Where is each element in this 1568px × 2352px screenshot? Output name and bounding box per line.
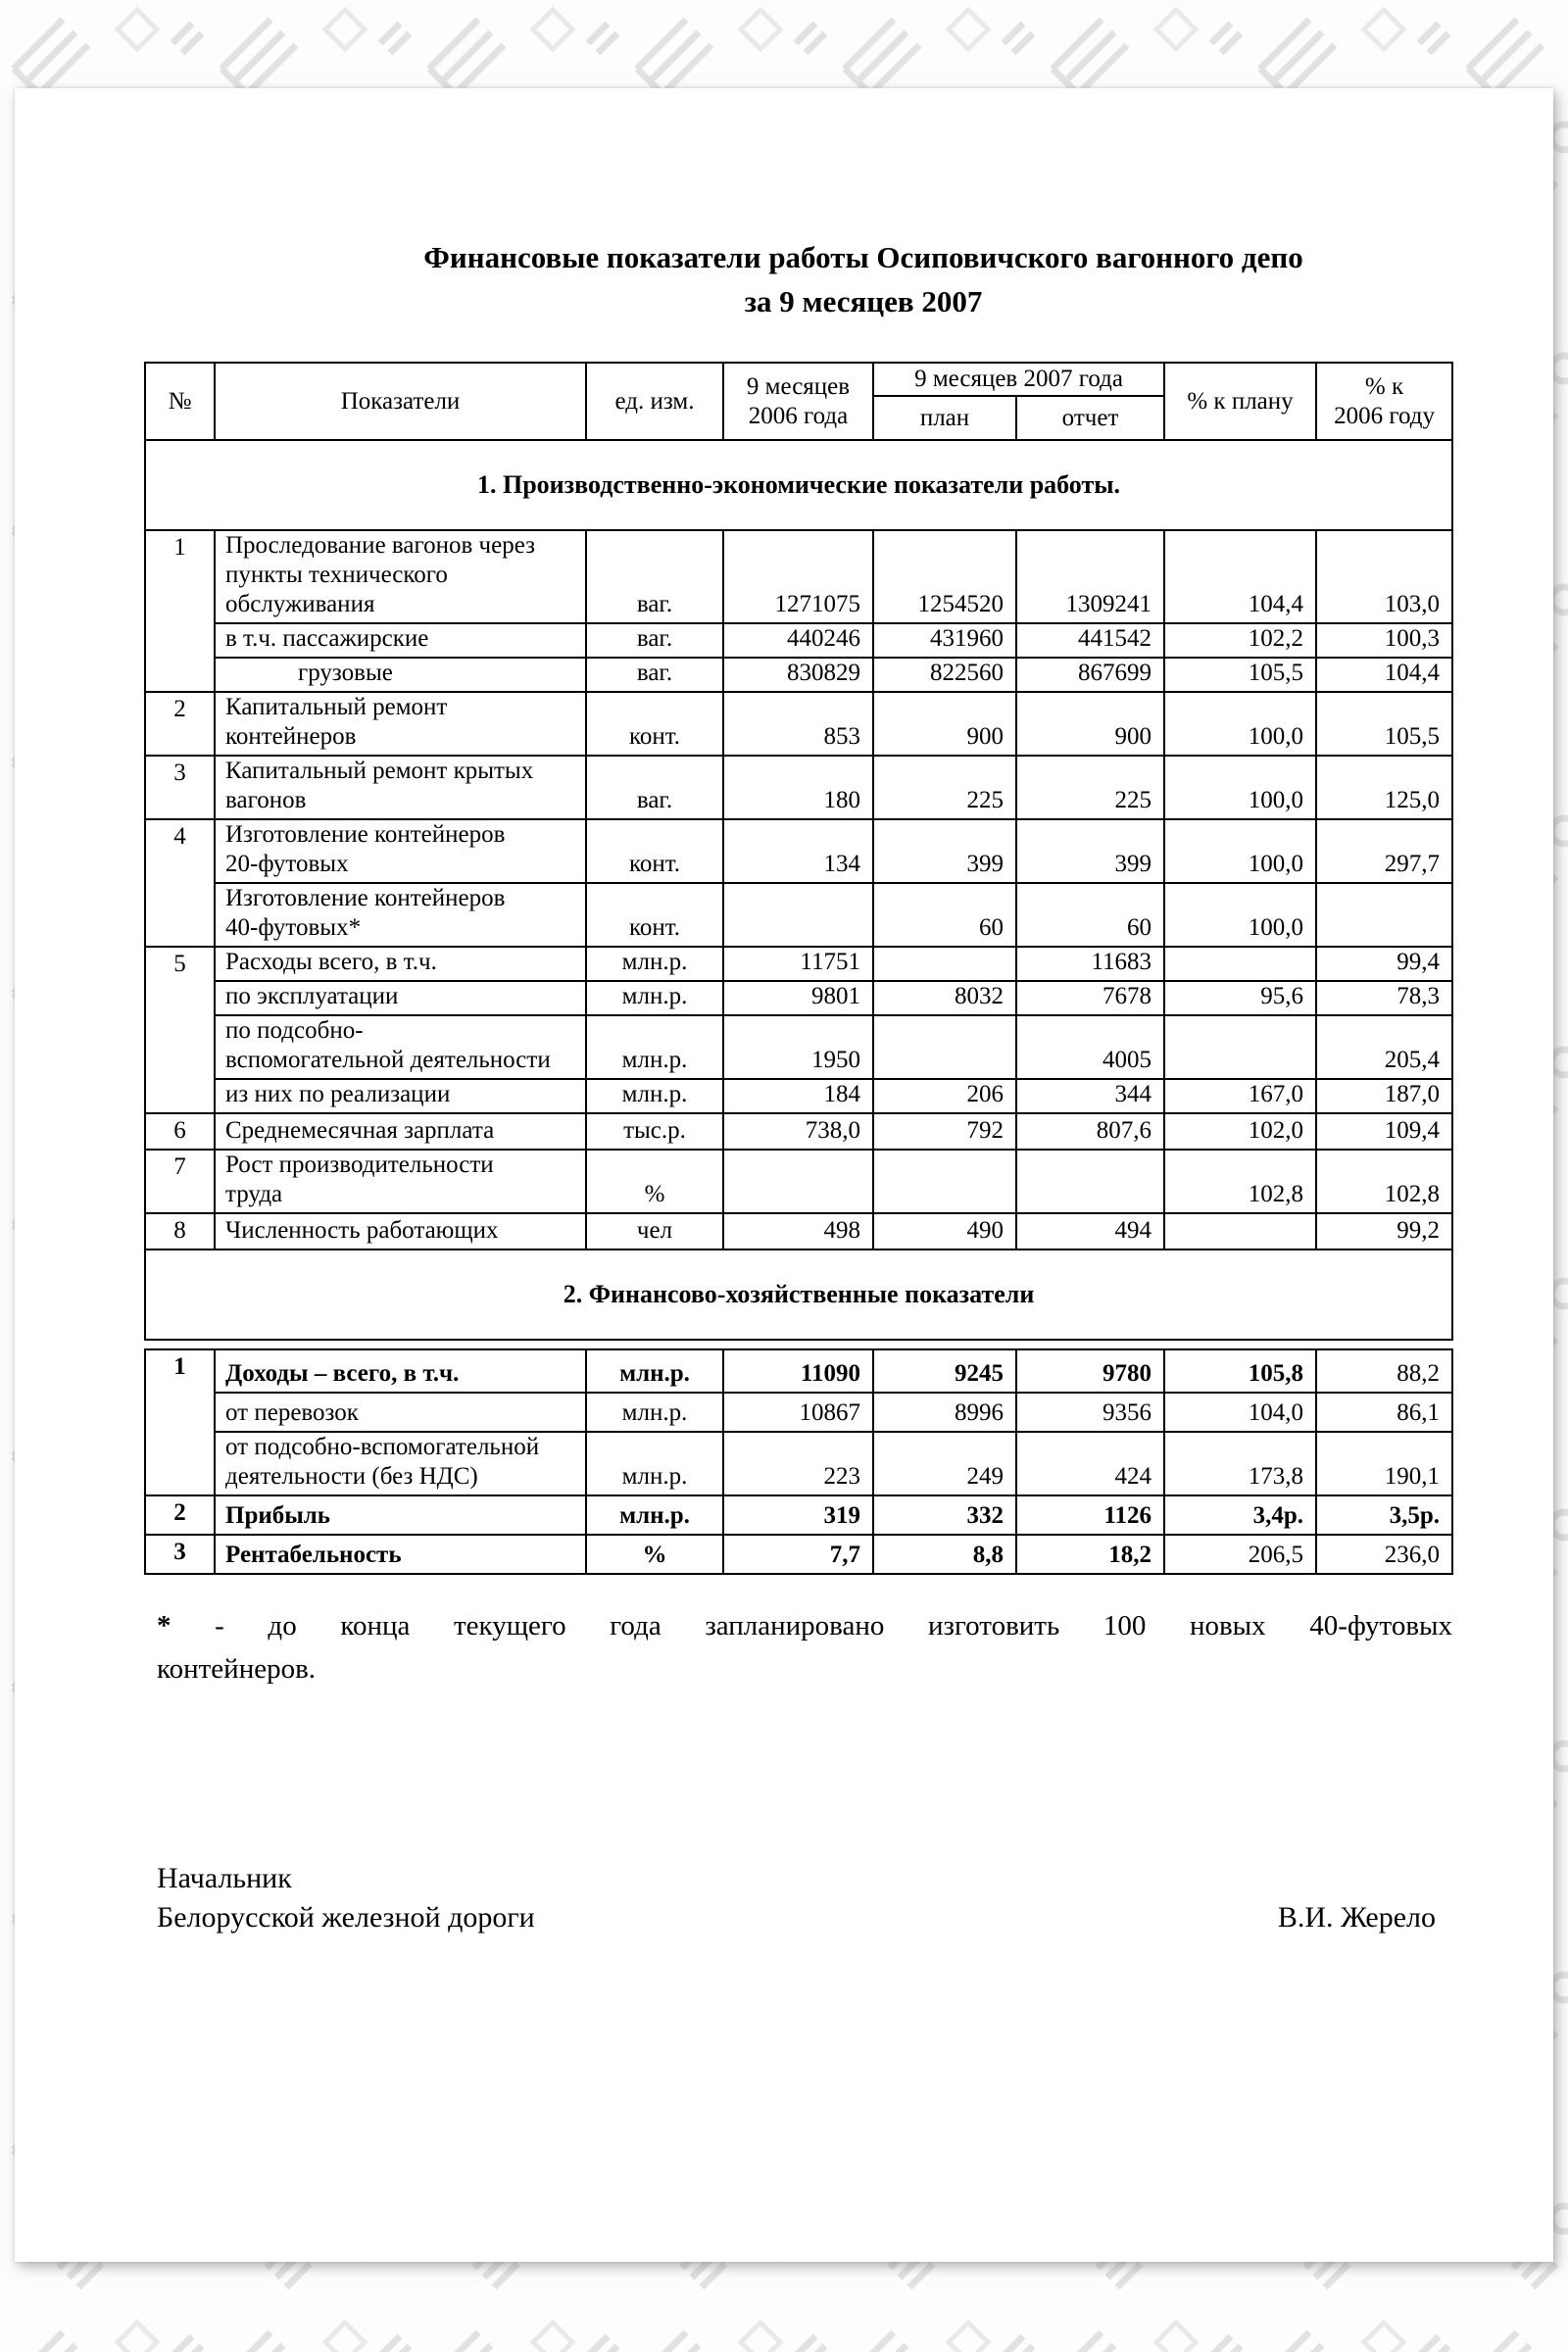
indicator-label: Расходы всего, в т.ч. [215,947,586,981]
table-row [145,756,1452,819]
unit-cell: % [586,1150,723,1213]
value-report: 441542 [1016,623,1164,658]
section1-title: 1. Производственно-экономические показатели работы. [145,440,1452,530]
value-plan: 8032 [873,981,1016,1015]
footnote-marker: * [157,1610,172,1642]
value-plan: 431960 [873,623,1016,658]
value-report: 424 [1016,1432,1164,1495]
value-report: 18,2 [1016,1535,1164,1574]
value-plan: 332 [873,1495,1016,1535]
row-num: 6 [145,1113,215,1150]
section2-title: 2. Финансово-хозяйственные показатели [145,1250,1452,1340]
value-pct-plan: 100,0 [1164,692,1316,756]
value-report: 399 [1016,819,1164,883]
value-plan: 1254520 [873,530,1016,623]
row-num: 4 [145,819,215,947]
value-pct-plan [1164,1213,1316,1250]
value-2006: 498 [723,1213,873,1250]
table-row [145,1213,1452,1250]
value-report: 225 [1016,756,1164,819]
unit-cell: млн.р. [586,981,723,1015]
indicator-label [215,1432,586,1495]
value-pct-2006: 125,0 [1316,756,1452,819]
value-pct-plan: 173,8 [1164,1432,1316,1495]
value-pct-2006: 297,7 [1316,819,1452,883]
value-2006: 10867 [723,1393,873,1432]
indicator-label [215,530,586,623]
value-pct-2006: 3,5р. [1316,1495,1452,1535]
value-plan: 249 [873,1432,1016,1495]
row-num: 7 [145,1150,215,1213]
table-row [145,1150,1452,1213]
value-2006: 180 [723,756,873,819]
value-pct-plan: 102,8 [1164,1150,1316,1213]
label-line: Капитальный ремонт крытых [225,758,534,784]
col-header-pct-2006-line1: % к [1364,372,1404,400]
col-header-pct-plan: % к плану [1164,363,1316,440]
footnote-line1 [157,1604,1452,1647]
value-pct-2006: 99,2 [1316,1213,1452,1250]
table-row [145,692,1452,756]
indicator-label [215,1150,586,1213]
value-pct-2006: 187,0 [1316,1079,1452,1113]
col-header-indicator: Показатели [215,363,586,440]
value-pct-plan: 104,0 [1164,1393,1316,1432]
col-header-pct-2006 [1316,363,1452,440]
unit-cell: % [586,1535,723,1574]
unit-cell: ваг. [586,756,723,819]
indicator-label: из них по реализации [215,1079,586,1113]
value-plan: 399 [873,819,1016,883]
label-line: Рост производительности [225,1152,494,1178]
signature-role-line2: Белорусской железной дороги [157,1901,535,1934]
table-row [145,1113,1452,1150]
unit-cell: млн.р. [586,1015,723,1079]
value-plan [873,947,1016,981]
unit-cell: млн.р. [586,1393,723,1432]
indicator-label: по эксплуатации [215,981,586,1015]
col-header-2007: 9 месяцев 2007 года [873,363,1164,396]
footnote [157,1604,1452,1690]
row-num: 8 [145,1213,215,1250]
value-pct-plan: 102,0 [1164,1113,1316,1150]
label-line: вагонов [225,787,307,813]
label-line: от подсобно-вспомогательной [225,1434,540,1460]
page-title [305,235,1422,323]
row-num: 5 [145,947,215,1113]
value-plan: 225 [873,756,1016,819]
value-pct-2006: 78,3 [1316,981,1452,1015]
value-pct-2006: 109,4 [1316,1113,1452,1150]
label-line: пункты технического [225,562,448,588]
unit-cell: тыс.р. [586,1113,723,1150]
indicator-label [215,883,586,947]
indicator-label: Рентабельность [215,1535,586,1574]
indicator-label: Прибыль [215,1495,586,1535]
value-2006: 319 [723,1495,873,1535]
page-title-line2: за 9 месяцев 2007 [744,284,983,318]
indicator-label: грузовые [215,658,586,692]
unit-cell: конт. [586,883,723,947]
value-report: 1309241 [1016,530,1164,623]
value-pct-plan: 95,6 [1164,981,1316,1015]
page-title-line1: Финансовые показатели работы Осиповичского вагонного депо [423,240,1303,274]
value-pct-2006: 236,0 [1316,1535,1452,1574]
value-report: 11683 [1016,947,1164,981]
value-pct-2006: 86,1 [1316,1393,1452,1432]
col-header-unit: ед. изм. [586,363,723,440]
table-row [145,530,1452,623]
indicator-label: Среднемесячная зарплата [215,1113,586,1150]
table-row [145,1015,1452,1079]
unit-cell: млн.р. [586,1432,723,1495]
value-2006: 11751 [723,947,873,981]
row-num: 3 [145,756,215,819]
value-pct-2006: 105,5 [1316,692,1452,756]
table-row [145,1535,1452,1574]
value-plan: 900 [873,692,1016,756]
table-header-row [145,363,1452,396]
value-pct-2006: 104,4 [1316,658,1452,692]
value-2006: 11090 [723,1349,873,1393]
value-report: 494 [1016,1213,1164,1250]
value-2006: 134 [723,819,873,883]
financial-indicators-table [144,1348,1453,1575]
table-row [145,623,1452,658]
section2-title-row [145,1250,1452,1340]
unit-cell: млн.р. [586,1079,723,1113]
signature-role [157,1859,535,1937]
value-pct-2006 [1316,883,1452,947]
table-row [145,658,1452,692]
col-header-plan: план [873,396,1016,440]
label-line: Проследование вагонов через [225,532,535,559]
unit-cell: конт. [586,692,723,756]
col-header-2006 [723,363,873,440]
label-line: обслуживания [225,591,375,617]
table-row [145,1432,1452,1495]
main-indicators-table [144,362,1453,1341]
value-pct-2006: 99,4 [1316,947,1452,981]
value-plan: 9245 [873,1349,1016,1393]
table-row [145,1495,1452,1535]
value-report: 9356 [1016,1393,1164,1432]
value-report: 60 [1016,883,1164,947]
indicator-label: Численность работающих [215,1213,586,1250]
label-line: Изготовление контейнеров [225,821,506,848]
table-row [145,1349,1452,1393]
value-2006: 1271075 [723,530,873,623]
value-plan [873,1150,1016,1213]
value-pct-2006: 88,2 [1316,1349,1452,1393]
indicator-label [215,819,586,883]
signature-block [157,1859,1436,1937]
indicator-label: Доходы – всего, в т.ч. [215,1349,586,1393]
signature-role-line1: Начальник [157,1862,292,1894]
row-num: 1 [145,530,215,692]
label-line: 20-футовых [225,851,349,877]
row-num: 2 [145,1495,215,1535]
value-pct-plan: 100,0 [1164,756,1316,819]
value-2006 [723,1150,873,1213]
value-plan: 822560 [873,658,1016,692]
value-2006: 223 [723,1432,873,1495]
indicator-label [215,1015,586,1079]
table-row [145,819,1452,883]
value-pct-2006: 102,8 [1316,1150,1452,1213]
value-report [1016,1150,1164,1213]
signature-name: В.И. Жерело [1277,1901,1436,1934]
indicator-label [215,756,586,819]
value-plan: 8996 [873,1393,1016,1432]
label-line: вспомогательной деятельности [225,1047,551,1073]
value-plan: 792 [873,1113,1016,1150]
value-2006: 830829 [723,658,873,692]
unit-cell: конт. [586,819,723,883]
table-row [145,981,1452,1015]
value-2006 [723,883,873,947]
col-header-report: отчет [1016,396,1164,440]
footnote-text: - до конца текущего года запланировано изготовить 100 новых 40-футовых [215,1610,1452,1642]
col-header-pct-2006-line2: 2006 году [1334,402,1435,429]
value-report: 900 [1016,692,1164,756]
unit-cell: ваг. [586,658,723,692]
value-pct-plan: 100,0 [1164,819,1316,883]
row-num: 1 [145,1349,215,1495]
unit-cell: млн.р. [586,1349,723,1393]
value-report: 9780 [1016,1349,1164,1393]
value-2006: 9801 [723,981,873,1015]
value-2006: 184 [723,1079,873,1113]
value-2006: 7,7 [723,1535,873,1574]
table-row [145,1393,1452,1432]
value-pct-plan: 102,2 [1164,623,1316,658]
value-plan: 60 [873,883,1016,947]
value-plan [873,1015,1016,1079]
footnote-line2: контейнеров. [157,1653,317,1685]
row-num: 2 [145,692,215,756]
value-2006: 440246 [723,623,873,658]
value-pct-plan [1164,1015,1316,1079]
value-report: 4005 [1016,1015,1164,1079]
value-report: 344 [1016,1079,1164,1113]
value-plan: 8,8 [873,1535,1016,1574]
row-num: 3 [145,1535,215,1574]
value-pct-plan: 100,0 [1164,883,1316,947]
value-pct-plan: 167,0 [1164,1079,1316,1113]
indicator-label [215,692,586,756]
col-header-2006-line1: 9 месяцев [746,372,851,400]
label-line: деятельности (без НДС) [225,1463,478,1490]
label-line: по подсобно- [225,1017,364,1044]
value-pct-2006: 103,0 [1316,530,1452,623]
value-plan: 490 [873,1213,1016,1250]
value-pct-plan: 105,8 [1164,1349,1316,1393]
value-2006: 1950 [723,1015,873,1079]
label-line: Изготовление контейнеров [225,885,506,911]
value-pct-2006: 100,3 [1316,623,1452,658]
value-plan: 206 [873,1079,1016,1113]
label-line: Капитальный ремонт [225,694,448,720]
unit-cell: ваг. [586,623,723,658]
col-header-2006-line2: 2006 года [748,402,849,429]
indicator-label: в т.ч. пассажирские [215,623,586,658]
value-2006: 738,0 [723,1113,873,1150]
value-pct-plan: 206,5 [1164,1535,1316,1574]
unit-cell: млн.р. [586,1495,723,1535]
document-page [15,88,1553,2262]
unit-cell: чел [586,1213,723,1250]
value-2006: 853 [723,692,873,756]
table-row [145,883,1452,947]
unit-cell: млн.р. [586,947,723,981]
value-pct-2006: 205,4 [1316,1015,1452,1079]
col-header-num: № [145,363,215,440]
value-report: 7678 [1016,981,1164,1015]
indicator-label: от перевозок [215,1393,586,1432]
value-report: 1126 [1016,1495,1164,1535]
unit-cell: ваг. [586,530,723,623]
section1-title-row [145,440,1452,530]
value-pct-plan: 105,5 [1164,658,1316,692]
table-row [145,947,1452,981]
label-line: труда [225,1181,283,1207]
value-pct-2006: 190,1 [1316,1432,1452,1495]
value-pct-plan: 3,4р. [1164,1495,1316,1535]
value-pct-plan [1164,947,1316,981]
value-pct-plan: 104,4 [1164,530,1316,623]
table-row [145,1079,1452,1113]
value-report: 867699 [1016,658,1164,692]
label-line: контейнеров [225,723,357,750]
value-report: 807,6 [1016,1113,1164,1150]
label-line: 40-футовых* [225,914,362,941]
